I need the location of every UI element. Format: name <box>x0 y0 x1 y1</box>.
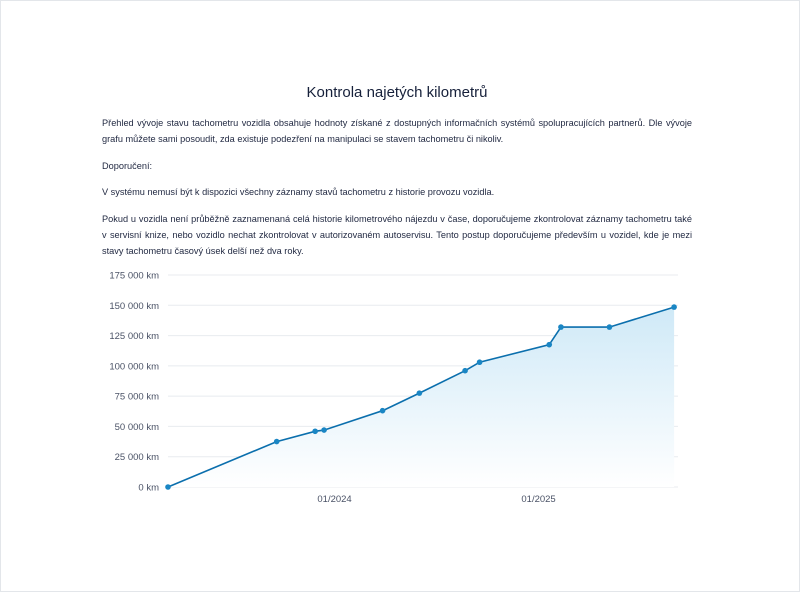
data-point[interactable] <box>477 359 483 365</box>
data-point[interactable] <box>546 342 552 348</box>
y-tick-label: 125 000 km <box>109 331 159 343</box>
recommendation-2-after: zkontrolovat záznamy tachometru také v servisní knize, nebo vozidlo nechat zkontrolovat v autorizovaném autoservisu. Tento postup doporučujeme především u vozidel, kde je mezi stavy tachometru časový úsek delší než dva roky. <box>102 214 692 256</box>
data-point[interactable] <box>312 428 318 434</box>
intro-paragraph: Přehled vývoje stavu tachometru vozidla obsahuje hodnoty získané z dostupných informačních systémů spolupracujících partnerů. Dle vývoje grafu můžete sami posoudit, zda existuje podezření na manipulaci se stavem tachometru či nikoliv. <box>102 118 692 144</box>
data-point[interactable] <box>671 304 677 310</box>
data-point[interactable] <box>321 427 327 433</box>
y-tick-label: 25 000 km <box>114 452 159 464</box>
x-tick-label: 01/2025 <box>521 494 556 505</box>
y-tick-label: 50 000 km <box>114 421 159 433</box>
y-tick-label: 75 000 km <box>114 391 159 403</box>
x-tick-label: 01/2024 <box>317 494 352 505</box>
data-point[interactable] <box>558 324 564 330</box>
y-axis-tick-labels <box>109 271 159 494</box>
data-point[interactable] <box>607 324 613 330</box>
recommendation-2-before: Pokud u vozidla není průběžně zaznamenaná celá historie kilometrového nájezdu v čase, <box>102 214 473 224</box>
data-point[interactable] <box>417 390 423 396</box>
data-point[interactable] <box>462 368 468 374</box>
x-axis-tick-labels <box>317 494 555 505</box>
y-tick-label: 0 km <box>138 482 159 494</box>
recommendation-2-emphasis: doporučujeme <box>472 214 531 224</box>
recommendation-paragraph-1: V systému nemusí být k dispozici všechny záznamy stavů tachometru z historie provozu vozidla. <box>102 187 495 197</box>
odometer-area <box>168 307 674 487</box>
data-point[interactable] <box>274 439 280 445</box>
data-point[interactable] <box>165 484 171 490</box>
y-tick-label: 150 000 km <box>109 300 159 312</box>
data-point[interactable] <box>380 408 386 414</box>
y-tick-label: 175 000 km <box>109 270 159 282</box>
recommendation-heading: Doporučení: <box>102 161 153 171</box>
y-tick-label: 100 000 km <box>109 361 159 373</box>
page-title: Kontrola najetých kilometrů <box>306 84 488 101</box>
